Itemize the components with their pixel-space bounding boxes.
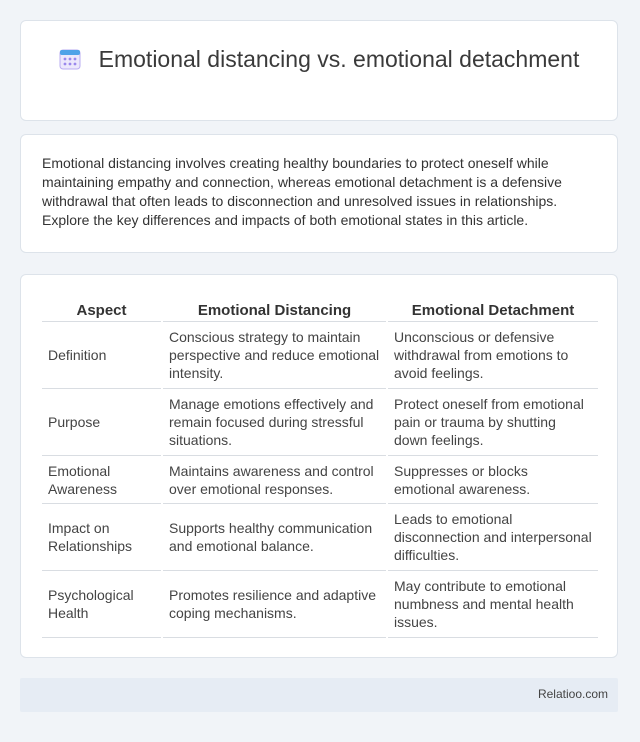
page-title-text: Emotional distancing vs. emotional detachment (98, 46, 580, 72)
cell-aspect: Definition (42, 322, 162, 389)
footer (20, 678, 618, 712)
comparison-table-card (20, 274, 618, 658)
header-aspect: Aspect (42, 293, 162, 322)
comparison-table (42, 293, 598, 638)
cell-distancing: Manage emotions effectively and remain focused during stressful situations. (162, 389, 387, 456)
table-row (42, 571, 598, 638)
intro-card (20, 134, 618, 253)
page-title (21, 45, 617, 77)
calendar-icon (59, 48, 81, 77)
cell-distancing: Promotes resilience and adaptive coping mechanisms. (162, 571, 387, 638)
cell-detachment: Leads to emotional disconnection and interpersonal difficulties. (387, 504, 598, 571)
cell-distancing: Maintains awareness and control over emotional responses. (162, 456, 387, 504)
table-header-row (42, 293, 598, 322)
cell-aspect: Emotional Awareness (42, 456, 162, 504)
intro-paragraph: Emotional distancing involves creating healthy boundaries to protect oneself while maintaining empathy and connection, whereas emotional detachment is a defensive withdrawal that often leads to disconnection and unresolved issues in relationships. Explore the key differences and impacts of both emotional states in this article. (42, 155, 562, 228)
header-distancing: Emotional Distancing (162, 293, 387, 322)
table-row (42, 504, 598, 571)
cell-detachment: Suppresses or blocks emotional awareness. (387, 456, 598, 504)
cell-detachment: May contribute to emotional numbness and mental health issues. (387, 571, 598, 638)
cell-aspect: Impact on Relationships (42, 504, 162, 571)
table-row (42, 456, 598, 504)
cell-distancing: Conscious strategy to maintain perspective and reduce emotional intensity. (162, 322, 387, 389)
cell-aspect: Psychological Health (42, 571, 162, 638)
table-row (42, 389, 598, 456)
title-card (20, 20, 618, 121)
table-row (42, 322, 598, 389)
cell-detachment: Unconscious or defensive withdrawal from emotions to avoid feelings. (387, 322, 598, 389)
header-detachment: Emotional Detachment (387, 293, 598, 322)
cell-detachment: Protect oneself from emotional pain or trauma by shutting down feelings. (387, 389, 598, 456)
cell-aspect: Purpose (42, 389, 162, 456)
cell-distancing: Supports healthy communication and emotional balance. (162, 504, 387, 571)
footer-brand[interactable]: Relatioo.com (537, 687, 608, 701)
